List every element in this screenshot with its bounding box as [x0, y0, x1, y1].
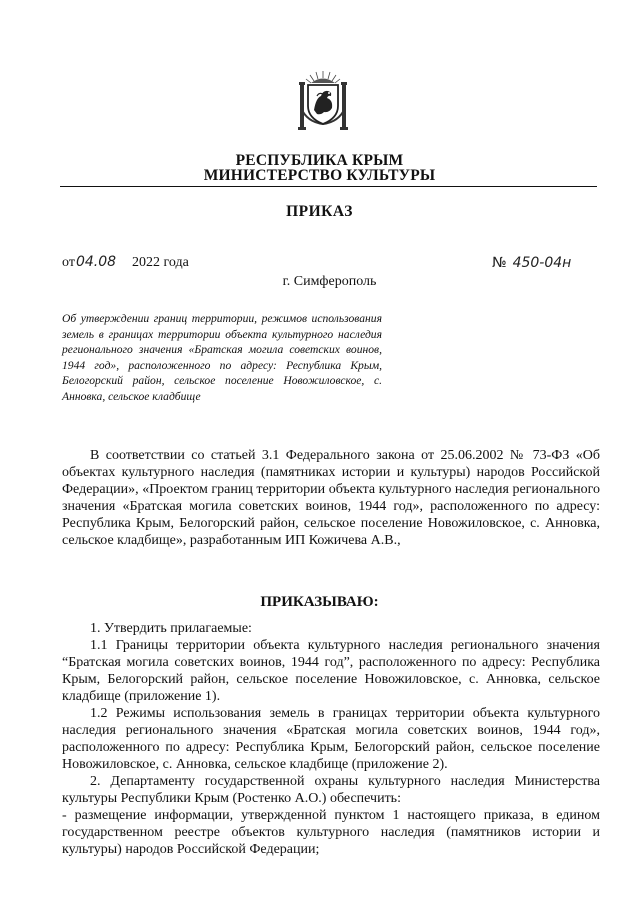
preamble-block [62, 447, 600, 549]
item-1-2: 1.2 Режимы использования земель в границах территории объекта культурного наследия регионального значения «Братская могила советских воинов, 1944 год», расположенного по адресу: Республика Крым, Белогорский район, сельское поселение Новожиловское, с. Анновка, сельское кладбище (приложение 2). [62, 706, 600, 772]
item-2: 2. Департаменту государственной охраны культурного наследия Министерства культуры Республики Крым (Ростенко А.О.) обеспечить: [62, 774, 600, 806]
item-1-1: 1.1 Границы территории объекта культурного наследия регионального значения “Братская могила советских воинов, 1944 год”, расположенного по адресу: Республика Крым, Белогорский район, сельское поселение Новожиловское, с. Анновка, сельское кладбище (приложение 1). [62, 638, 600, 704]
city: г. Симферополь [282, 274, 377, 289]
order-subject: Об утверждении границ территории, режимов использования земель в границах территории объекта культурного наследия регионального значения «Братская могила советских воинов, 1944 год», расположенного по адресу: Республика Крым, Белогорский район, сельское поселение Новожиловское, с. Анновка, сельское кладбище [62, 312, 382, 403]
number-handwritten: 450-04н [512, 255, 572, 271]
coat-of-arms-emblem [297, 68, 349, 134]
header-ministry: МИНИСТЕРСТВО КУЛЬТУРЫ [203, 167, 436, 184]
date-year: 2022 года [132, 255, 189, 270]
item-1: 1. Утвердить прилагаемые: [90, 621, 252, 636]
item-2-dash: - размещение информации, утвержденной пунктом 1 настоящего приказа, в едином государственном реестре объектов культурного наследия (памятников истории и культуры) народов Российской Федерации; [62, 808, 600, 857]
coat-of-arms-icon [297, 68, 349, 134]
header-republic: РЕСПУБЛИКА КРЫМ [235, 152, 404, 169]
date-prefix: от [62, 255, 75, 270]
preamble-text: В соответствии со статьей 3.1 Федерального закона от 25.06.2002 № 73-ФЗ «Об объектах культурного наследия (памятниках истории и культуры) народов Российской Федерации», «Проектом границ территории объекта культурного наследия регионального значения «Братская могила советских воинов, 1944 год», расположенного по адресу: Республика Крым, Белогорский район, сельское поселение Новожиловское, с. Анновка, сельское кладбище», разработанным ИП Кожичева А.В., [62, 448, 600, 548]
date-handwritten: 04.08 [75, 254, 117, 270]
date-line [62, 253, 189, 271]
order-number [492, 254, 571, 272]
header-divider [60, 186, 597, 187]
order-items [62, 620, 600, 858]
number-prefix: № [492, 255, 507, 271]
order-word: ПРИКАЗЫВАЮ: [260, 594, 379, 610]
order-title: ПРИКАЗ [286, 203, 353, 220]
